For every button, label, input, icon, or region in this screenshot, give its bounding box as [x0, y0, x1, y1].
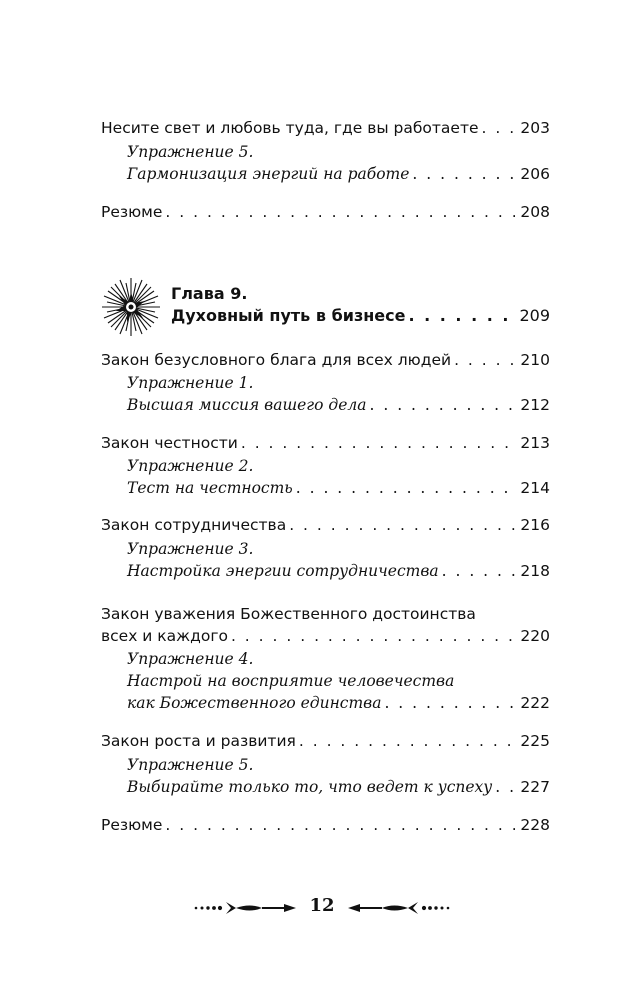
toc-page-number: 220 — [520, 627, 550, 645]
toc-page-number: 209 — [519, 306, 550, 325]
toc-row — [101, 814, 550, 836]
chapter-title: Духовный путь в бизнесе — [171, 306, 406, 325]
toc-entry-title: всех и каждого — [101, 627, 228, 645]
toc-page-number: 206 — [520, 165, 550, 183]
toc-row — [101, 117, 550, 139]
toc-exercise-label: Упражнение 5. — [127, 756, 254, 774]
leader-dots — [241, 432, 518, 454]
toc-entry — [101, 117, 550, 139]
leader-dots — [231, 625, 517, 647]
toc-entry-title: как Божественного единства — [127, 694, 382, 712]
toc-entry-title: Резюме — [101, 203, 163, 221]
toc-entry-title-line: Закон уважения Божественного достоинства — [101, 605, 476, 623]
leader-dots — [412, 163, 517, 185]
toc-entry-title-line: Настрой на восприятие человечества — [127, 672, 455, 690]
toc-page-number: 218 — [520, 562, 550, 580]
toc-row — [127, 692, 550, 714]
toc-exercise-label: Упражнение 2. — [127, 457, 254, 475]
leader-dots — [289, 514, 517, 536]
toc-row — [127, 163, 550, 185]
toc-entry-title: Выбирайте только то, что ведет к успеху — [127, 778, 493, 796]
toc-exercise-label: Упражнение 4. — [127, 650, 254, 668]
toc-entry-title: Настройка энергии сотрудничества — [127, 562, 439, 580]
toc-page-number: 225 — [520, 732, 550, 750]
toc-entry — [101, 730, 550, 752]
toc-row — [101, 514, 550, 536]
toc-exercise-label: Упражнение 3. — [127, 540, 254, 558]
toc-row — [127, 776, 550, 798]
toc-entry — [101, 514, 550, 536]
leader-dots — [165, 201, 517, 223]
toc-entry-title: Гармонизация энергий на работе — [127, 165, 410, 183]
toc-entry-title: Закон роста и развития — [101, 732, 296, 750]
toc-page-number: 208 — [520, 203, 550, 221]
toc-row — [127, 477, 550, 499]
leader-dots — [408, 305, 516, 327]
toc-row — [127, 560, 550, 582]
leader-dots — [442, 560, 518, 582]
toc-subentry — [127, 141, 550, 185]
toc-exercise-label: Упражнение 1. — [127, 374, 254, 392]
leader-dots — [454, 349, 517, 371]
leader-dots — [296, 477, 518, 499]
leader-dots — [370, 394, 518, 416]
toc-subentry — [127, 538, 550, 582]
page-number: 12 — [309, 895, 335, 916]
toc-entry — [101, 603, 550, 647]
toc-page-number: 214 — [520, 479, 550, 497]
toc-page-number: 228 — [520, 816, 550, 834]
leader-dots — [384, 692, 517, 714]
toc-subentry — [127, 372, 550, 416]
toc-page-number: 222 — [520, 694, 550, 712]
toc-page-number: 213 — [520, 434, 550, 452]
toc-entry — [101, 201, 550, 223]
toc-entry-title: Высшая миссия вашего дела — [127, 396, 367, 414]
leader-dots — [482, 117, 518, 139]
leader-dots — [165, 814, 517, 836]
toc-entry-title: Закон сотрудничества — [101, 516, 287, 534]
toc-row — [101, 349, 550, 371]
toc-row — [101, 201, 550, 223]
chapter-label: Глава 9. — [171, 284, 248, 303]
toc-row — [101, 730, 550, 752]
leader-dots — [299, 730, 518, 752]
toc-row — [101, 432, 550, 454]
toc-entry-title: Тест на честность — [127, 479, 293, 497]
toc-subentry — [127, 648, 550, 714]
toc-page-number: 216 — [520, 516, 550, 534]
toc-row — [127, 394, 550, 416]
toc-entry-title: Несите свет и любовь туда, где вы работаете — [101, 119, 479, 137]
toc-entry — [101, 432, 550, 454]
toc-subentry — [127, 754, 550, 798]
toc-entry — [101, 349, 550, 371]
toc-row — [101, 625, 550, 647]
toc-page-number: 212 — [520, 396, 550, 414]
toc-exercise-label: Упражнение 5. — [127, 143, 254, 161]
toc-subentry — [127, 455, 550, 499]
toc-page-number: 227 — [520, 778, 550, 796]
toc-page-number: 203 — [520, 119, 550, 137]
toc-entry-title: Закон честности — [101, 434, 238, 452]
toc-entry-title: Закон безусловного блага для всех людей — [101, 351, 452, 369]
toc-row — [171, 305, 550, 327]
toc-page-number: 210 — [520, 351, 550, 369]
leader-dots — [495, 776, 517, 798]
toc-entry — [101, 814, 550, 836]
toc-entry-title: Резюме — [101, 816, 163, 834]
starburst-icon — [100, 276, 162, 338]
chapter-heading — [171, 283, 550, 327]
